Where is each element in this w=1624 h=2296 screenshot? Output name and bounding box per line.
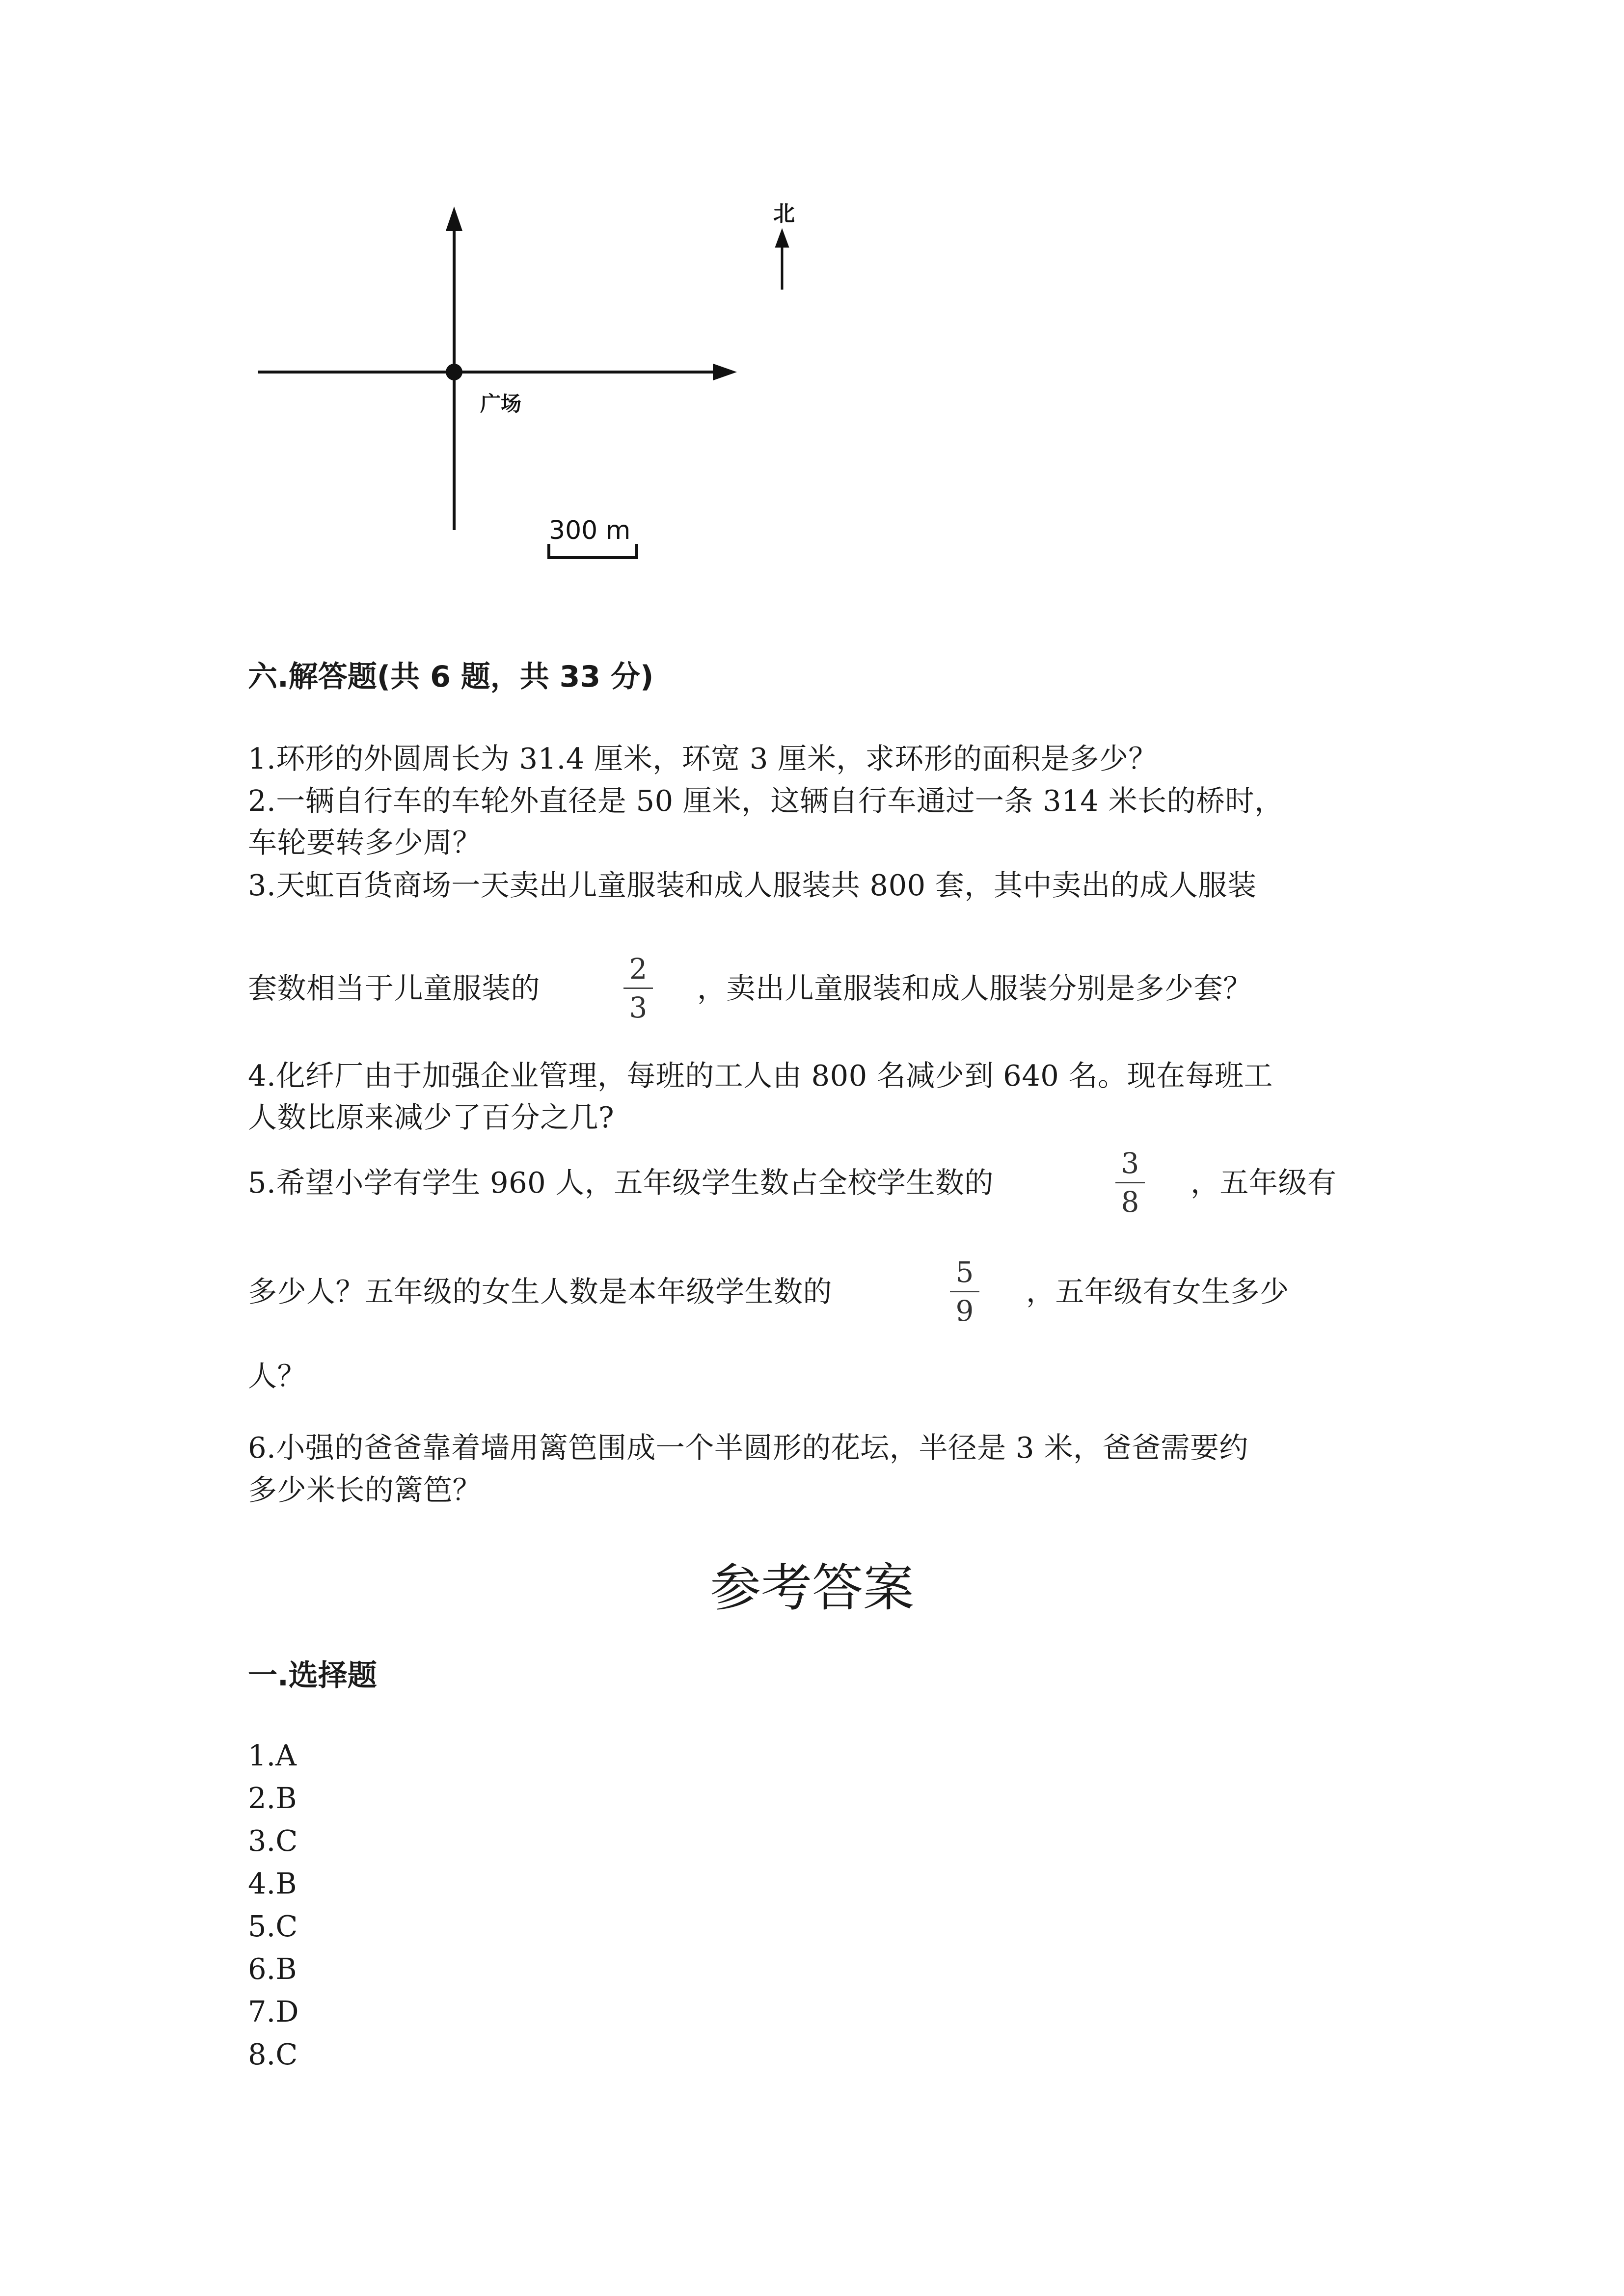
fraction-numerator: 2 — [629, 952, 648, 986]
question-5-line3: 人？ — [248, 1359, 307, 1393]
answer-item: 4.B — [248, 1867, 297, 1900]
answer-item: 7.D — [248, 1995, 299, 2029]
fraction-bar — [623, 988, 653, 989]
fraction-5-9 — [945, 1256, 984, 1327]
map-figure — [245, 187, 835, 579]
answer-item: 8.C — [248, 2037, 298, 2071]
scale-label: 300 m — [549, 516, 631, 545]
answer-item: 5.C — [248, 1909, 298, 1943]
answer-item: 3.C — [248, 1824, 298, 1858]
question-3-line1: 3.天虹百货商场一天卖出儿童服装和成人服装共 800 套，其中卖出的成人服装 — [248, 868, 1257, 902]
fraction-bar — [950, 1291, 979, 1292]
answer-item: 2.B — [248, 1781, 297, 1815]
fraction-numerator: 5 — [955, 1255, 974, 1289]
north-label: 北 — [773, 201, 795, 226]
answer-key-title: 参考答案 — [709, 1558, 914, 1618]
section6-heading: 六.解答题(共 6 题，共 33 分) — [248, 660, 654, 694]
fraction-denominator: 8 — [1121, 1185, 1139, 1219]
question-3-line2-b: ，卖出儿童服装和成人服装分别是多少套？ — [697, 971, 1252, 1005]
answer-item: 1.A — [248, 1738, 297, 1772]
question-1: 1.环形的外圆周长为 31.4 厘米，环宽 3 厘米，求环形的面积是多少？ — [248, 742, 1158, 775]
fraction-numerator: 3 — [1121, 1147, 1139, 1180]
question-3-line2-a: 套数相当于儿童服装的 — [248, 971, 541, 1005]
fraction-bar — [1115, 1182, 1145, 1183]
fraction-2-3 — [619, 953, 658, 1023]
scale-bar — [549, 544, 637, 558]
square-point — [446, 364, 462, 380]
horizontal-axis — [258, 366, 732, 378]
answer-item: 6.B — [248, 1952, 297, 1986]
question-5-line2-b: ，五年级有女生多少 — [1026, 1275, 1289, 1308]
question-2-line1: 2.一辆自行车的车轮外直径是 50 厘米，这辆自行车通过一条 314 米长的桥时， — [248, 784, 1284, 818]
answer-section1-heading: 一.选择题 — [248, 1658, 377, 1693]
question-5-line2-a: 多少人？五年级的女生人数是本年级学生数的 — [248, 1275, 833, 1308]
fraction-3-8 — [1110, 1148, 1150, 1218]
fraction-denominator: 3 — [629, 991, 648, 1024]
fraction-denominator: 9 — [955, 1294, 974, 1328]
square-label: 广场 — [480, 392, 522, 416]
question-2-line2: 车轮要转多少周？ — [248, 826, 482, 859]
question-4-line2: 人数比原来减少了百分之几? — [248, 1100, 615, 1134]
north-arrow-icon — [777, 232, 787, 290]
question-5-line1-b: ，五年级有 — [1191, 1166, 1337, 1200]
question-6-line1: 6.小强的爸爸靠着墙用篱笆围成一个半圆形的花坛，半径是 3 米，爸爸需要约 — [248, 1431, 1248, 1465]
question-4-line1: 4.化纤厂由于加强企业管理，每班的工人由 800 名减少到 640 名。现在每班工 — [248, 1059, 1273, 1093]
question-6-line2: 多少米长的篱笆？ — [248, 1473, 482, 1507]
question-5-line1-a: 5.希望小学有学生 960 人，五年级学生数占全校学生数的 — [248, 1166, 994, 1200]
